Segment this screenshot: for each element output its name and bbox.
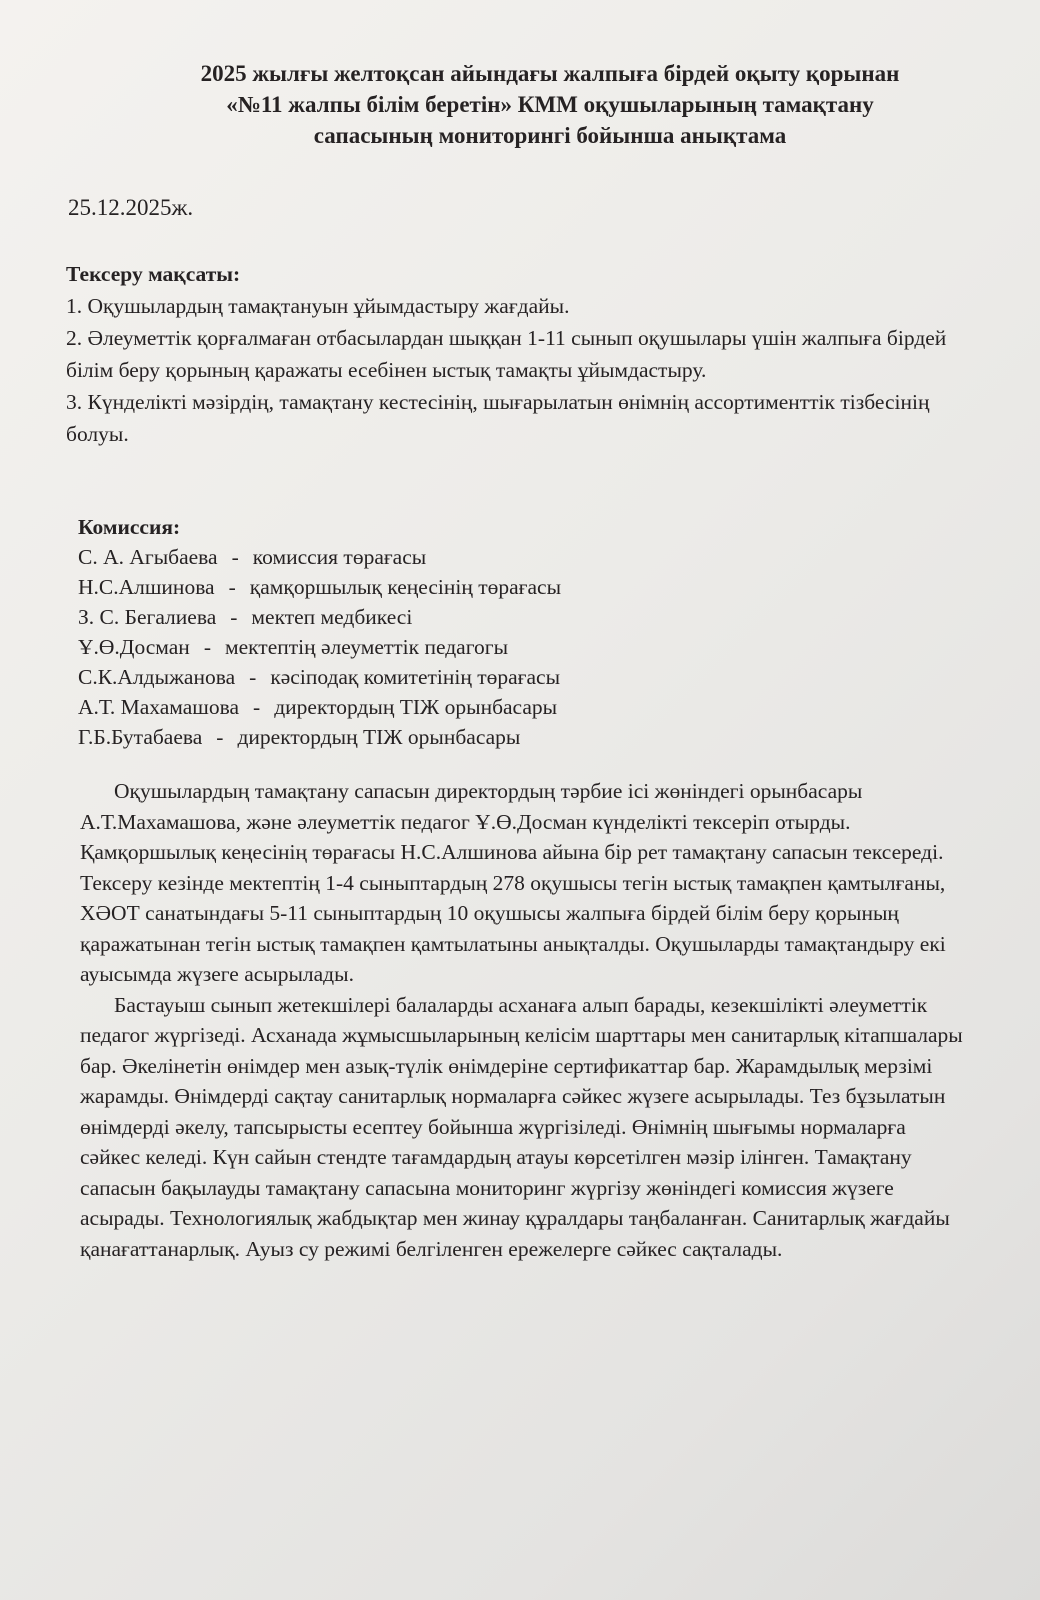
member-name: З. С. Бегалиева — [78, 605, 217, 629]
member-role: кәсіподақ комитетінің төрағасы — [270, 665, 561, 689]
member-dash: - — [249, 665, 257, 689]
purpose-heading: Тексеру мақсаты: — [66, 262, 241, 286]
body-paragraph: Оқушылардың тамақтану сапасын директордың тәрбие ісі жөніндегі орынбасары А.Т.Махамашова, және әлеуметтік педагог Ұ.Ө.Досман күнделікті тексеріп отырды. Қамқоршылық кеңесінің төрағасы Н.С.Алшинова айына бір рет тамақтану сапасын тексереді. Тексеру кезінде мектептің 1-4 сыныптардың 278 оқушысы тегін ыстық тамақпен қамтылғаны, ХӘОТ санатындағы 5-11 сыныптардың 10 оқушысы жалпыға бірдей білім беру қорының қаражатынан тегін ыстық тамақпен қамтылатыны анықталды. Оқушыларды тамақтандыру екі ауысымда жүзеге асырылады. — [80, 779, 946, 986]
commission-member — [78, 722, 778, 752]
member-role: мектеп медбикесі — [251, 605, 413, 629]
commission-section — [78, 512, 778, 752]
member-name: А.Т. Махамашова — [78, 695, 240, 719]
commission-member — [78, 632, 778, 662]
document-title — [110, 58, 990, 151]
member-dash: - — [216, 725, 224, 749]
purpose-item: 3. Күнделікті мәзірдің, тамақтану кестесінің, шығарылатын өнімнің ассортименттік тізбесінің болуы. — [66, 390, 930, 446]
member-name: Г.Б.Бутабаева — [78, 725, 203, 749]
member-name: Н.С.Алшинова — [78, 575, 215, 599]
member-role: қамқоршылық кеңесінің төрағасы — [249, 575, 562, 599]
member-dash: - — [228, 575, 236, 599]
member-dash: - — [231, 545, 239, 569]
title-line: сапасының мониторингі бойынша анықтама — [313, 123, 787, 148]
member-dash: - — [253, 695, 261, 719]
member-role: директордың ТІЖ орынбасары — [274, 695, 558, 719]
document-date: 25.12.2025ж. — [68, 195, 194, 220]
commission-member — [78, 542, 778, 572]
member-role: комиссия төрағасы — [252, 545, 427, 569]
purpose-section — [66, 258, 966, 450]
title-line: 2025 жылғы желтоқсан айындағы жалпыға бірдей оқыту қорынан — [200, 61, 900, 86]
member-dash: - — [203, 635, 211, 659]
member-name: Ұ.Ө.Досман — [78, 635, 190, 659]
member-role: директордың ТІЖ орынбасары — [237, 725, 521, 749]
member-role: мектептің әлеуметтік педагогы — [224, 635, 509, 659]
commission-member — [78, 572, 778, 602]
member-dash: - — [230, 605, 238, 629]
title-line: «№11 жалпы білім беретін» КММ оқушыларының тамақтану — [226, 92, 874, 117]
purpose-item: 1. Оқушылардың тамақтануын ұйымдастыру жағдайы. — [66, 294, 570, 318]
commission-member — [78, 602, 778, 632]
commission-heading: Комиссия: — [78, 515, 181, 539]
commission-member — [78, 692, 778, 722]
commission-member — [78, 662, 778, 692]
member-name: С. А. Агыбаева — [78, 545, 218, 569]
body-paragraph: Бастауыш сынып жетекшілері балаларды асханаға алып барады, кезекшілікті әлеуметтік педагог жүргізеді. Асханада жұмысшыларының келісім шарттары мен санитарлық кітапшалары бар. Әкелінетін өнімдер мен азық-түлік өнімдеріне сертификаттар бар. Жарамдылық мерзімі жарамды. Өнімдерді сақтау санитарлық нормаларға сәйкес жүзеге асырылады. Тез бұзылатын өнімдерді әкелу, тапсырысты есептеу бойынша жүргізіледі. Өнімнің шығымы нормаларға сәйкес келеді. Күн сайын стендте тағамдардың атауы көрсетілген мәзір ілінген. Тамақтану сапасын бақылауды тамақтану сапасына мониторинг жүргізу жөніндегі комиссия жүзеге асырады. Технологиялық жабдықтар мен жинау құралдары таңбаланған. Санитарлық жағдайы қанағаттанарлық. Ауыз су режимі белгіленген ережелерге сәйкес сақталады. — [80, 992, 963, 1261]
member-name: С.К.Алдыжанова — [78, 665, 236, 689]
report-body — [80, 776, 965, 1264]
purpose-item: 2. Әлеуметтік қорғалмаған отбасылардан шыққан 1-11 сынып оқушылары үшін жалпыға бірдей білім беру қорының қаражаты есебінен ыстық тамақты ұйымдастыру. — [66, 326, 947, 382]
